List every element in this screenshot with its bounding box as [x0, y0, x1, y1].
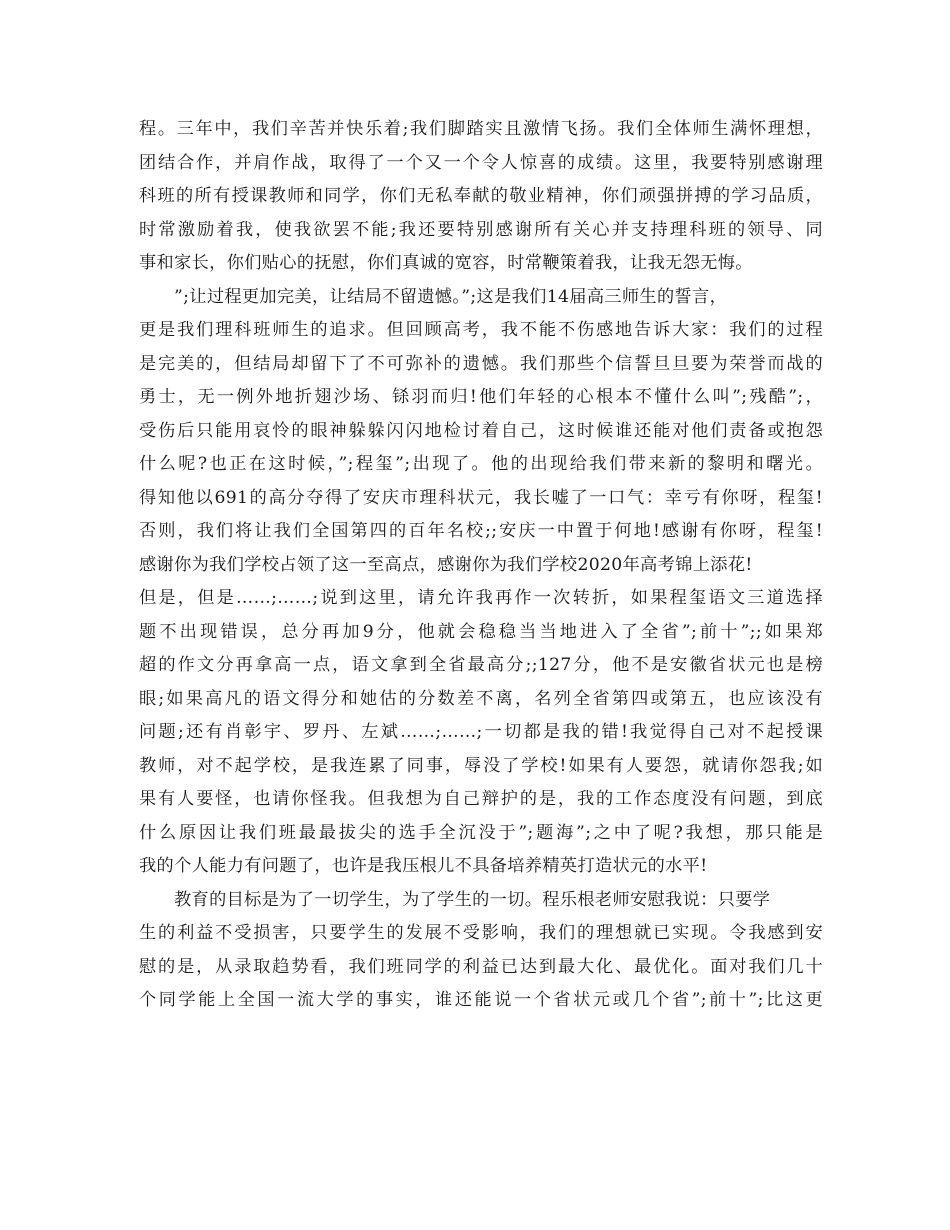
text-line: 团结合作，并肩作战，取得了一个又一个令人惊喜的成绩。这里，我要特别感谢理: [139, 152, 823, 173]
document-body: [139, 113, 823, 1018]
text-line: 生的利益不受损害，只要学生的发展不受影响，我们的理想就已实现。令我感到安: [139, 923, 823, 943]
text-line: 程。三年中，我们辛苦并快乐着;我们脚踏实且激情飞扬。我们全体师生满怀理想，: [139, 119, 823, 139]
text-line: 我的个人能力有问题了，也许是我压根儿不具备培养精英打造状元的水平!: [139, 856, 708, 876]
text-line: 事和家长，你们贴心的抚慰，你们真诚的宽容，时常鞭策着我，让我无怨无悔。: [139, 253, 753, 273]
text-line: 超的作文分再拿高一点，语文拿到全省最高分;;127分，他不是安徽省状元也是榜: [139, 655, 823, 675]
text-line: 眼;如果高凡的语文得分和她估的分数差不离，名列全省第四或第五，也应该没有: [139, 688, 823, 709]
text-line: 个同学能上全国一流大学的事实，谁还能说一个省状元或几个省”;前十”;比这更: [139, 990, 823, 1010]
text-line: 是完美的，但结局却留下了不可弥补的遗憾。我们那些个信誓旦旦要为荣誉而战的: [139, 353, 823, 374]
text-line: 教师，对不起学校，是我连累了同事，辱没了学校!如果有人要怨，就请你怨我;如: [139, 755, 823, 776]
text-line: 感谢你为我们学校占领了这一至高点，感谢你为我们学校2020年高考锦上添花!: [139, 554, 753, 575]
text-line: 什么原因让我们班最最拔尖的选手全沉没于”;题海”;之中了呢?我想，那只能是: [139, 822, 823, 843]
text-line: ”;让过程更加完美，让结局不留遗憾。”;这是我们14届高三师生的誓言，: [174, 286, 728, 307]
text-line: 果有人要怪，也请你怪我。但我想为自己辩护的是，我的工作态度没有问题，到底: [139, 789, 823, 809]
text-line: 否则，我们将让我们全国第四的百年名校;;安庆一中置于何地!感谢有你呀，程玺!: [139, 521, 823, 541]
text-line: 问题;还有肖彰宇、罗丹、左斌……;……;一切都是我的错!我觉得自己对不起授课: [139, 722, 823, 742]
text-line: 教育的目标是为了一切学生，为了学生的一切。程乐根老师安慰我说：只要学: [174, 889, 771, 910]
text-line: 科班的所有授课教师和同学，你们无私奉献的敬业精神，你们顽强拼搏的学习品质，: [139, 186, 823, 206]
text-line: 慰的是，从录取趋势看，我们班同学的利益已达到最大化、最优化。面对我们几十: [139, 956, 823, 977]
text-line: 得知他以691的高分夺得了安庆市理科状元，我长嘘了一口气：幸亏有你呀，程玺!: [139, 487, 823, 508]
text-line: 勇士，无一例外地折翅沙场、铩羽而归!他们年轻的心根本不懂什么叫”;残酷”;，: [139, 387, 823, 407]
text-line: 但是，但是……;……;说到这里，请允许我再作一次转折，如果程玺语文三道选择: [139, 588, 823, 608]
text-line: 受伤后只能用哀怜的眼神躲躲闪闪地检讨着自己，这时候谁还能对他们责备或抱怨: [139, 420, 823, 441]
text-line: 时常激励着我，使我欲罢不能;我还要特别感谢所有关心并支持理科班的领导、同: [139, 219, 823, 240]
text-line: 什么呢?也正在这时候，”;程玺”;出现了。他的出现给我们带来新的黎明和曙光。: [139, 454, 823, 474]
text-line: 更是我们理科班师生的追求。但回顾高考，我不能不伤感地告诉大家：我们的过程: [139, 320, 823, 340]
text-line: 题不出现错误，总分再加9分，他就会稳稳当当地进入了全省”;前十”;;如果郑: [139, 621, 823, 642]
